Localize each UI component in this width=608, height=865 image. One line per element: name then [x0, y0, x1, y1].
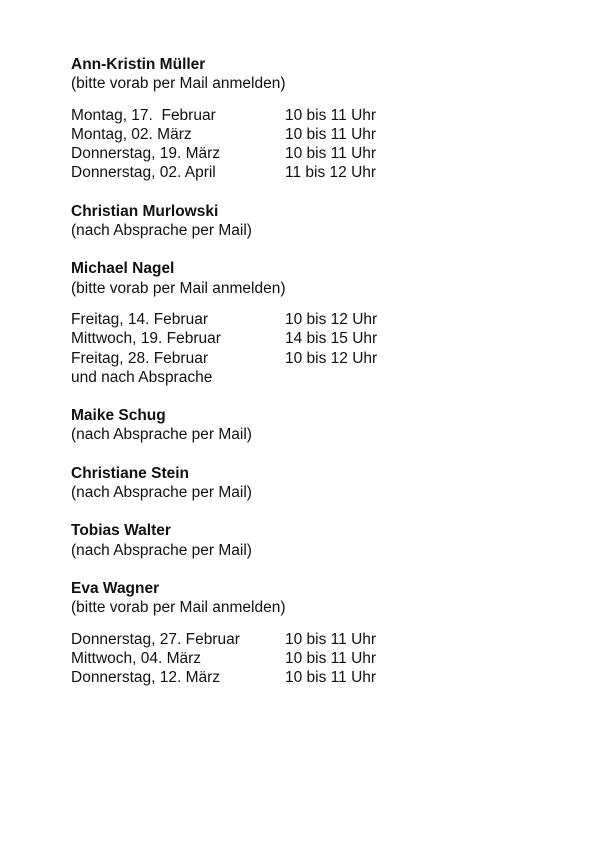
slot-extra-note: und nach Absprache — [71, 368, 213, 386]
person-name: Eva Wagner — [71, 579, 160, 597]
slot-time: 10 bis 12 Uhr — [285, 310, 378, 328]
person-name: Tobias Walter — [71, 522, 171, 540]
person-note: (bitte vorab per Mail anmelden) — [71, 279, 286, 297]
person-block-nagel — [71, 259, 571, 387]
office-hours-list — [71, 106, 571, 183]
office-hour-row — [71, 163, 571, 182]
office-hour-row — [71, 349, 571, 368]
office-hour-row — [71, 125, 571, 144]
person-note: (bitte vorab per Mail anmelden) — [71, 75, 286, 93]
slot-time: 10 bis 11 Uhr — [285, 125, 377, 143]
person-note: (nach Absprache per Mail) — [71, 426, 252, 444]
person-note: (nach Absprache per Mail) — [71, 222, 252, 240]
slot-date: Freitag, 14. Februar — [71, 310, 208, 328]
person-block-stein — [71, 464, 571, 503]
office-hours-list — [71, 630, 571, 688]
slot-date: Montag, 02. März — [71, 125, 192, 143]
slot-date: Mittwoch, 19. Februar — [71, 330, 221, 348]
slot-date: Mittwoch, 04. März — [71, 649, 202, 667]
slot-date: Donnerstag, 12. März — [71, 669, 221, 687]
person-note: (nach Absprache per Mail) — [71, 484, 252, 502]
person-name: Christiane Stein — [71, 464, 189, 482]
slot-time: 10 bis 11 Uhr — [285, 145, 377, 163]
person-block-walter — [71, 521, 571, 560]
slot-time: 10 bis 12 Uhr — [285, 349, 378, 367]
slot-time: 10 bis 11 Uhr — [285, 630, 377, 648]
slot-time: 10 bis 11 Uhr — [285, 106, 377, 124]
person-name: Maike Schug — [71, 407, 166, 425]
office-hour-row — [71, 630, 571, 649]
slot-date: Donnerstag, 19. März — [71, 145, 221, 163]
person-block-mueller — [71, 55, 571, 183]
slot-date: Freitag, 28. Februar — [71, 349, 208, 367]
person-note: (nach Absprache per Mail) — [71, 541, 252, 559]
office-hour-row — [71, 668, 571, 687]
person-name: Christian Murlowski — [71, 202, 219, 220]
office-hour-row — [71, 310, 571, 329]
slot-date: Montag, 17. Februar — [71, 106, 216, 124]
slot-time: 10 bis 11 Uhr — [285, 669, 377, 687]
office-hour-row — [71, 106, 571, 125]
office-hour-row — [71, 144, 571, 163]
office-hours-list — [71, 310, 571, 387]
person-block-schug — [71, 406, 571, 445]
slot-time: 14 bis 15 Uhr — [285, 330, 378, 348]
person-name: Michael Nagel — [71, 260, 175, 278]
document-page — [71, 55, 571, 706]
slot-time: 10 bis 11 Uhr — [285, 649, 377, 667]
slot-date: Donnerstag, 27. Februar — [71, 630, 240, 648]
person-block-wagner — [71, 579, 571, 687]
office-hour-row — [71, 329, 571, 348]
person-block-murlowski — [71, 202, 571, 241]
office-hour-row — [71, 649, 571, 668]
person-name: Ann-Kristin Müller — [71, 56, 206, 73]
slot-date: Donnerstag, 02. April — [71, 164, 216, 182]
slot-time: 11 bis 12 Uhr — [285, 164, 377, 182]
person-note: (bitte vorab per Mail anmelden) — [71, 599, 286, 617]
